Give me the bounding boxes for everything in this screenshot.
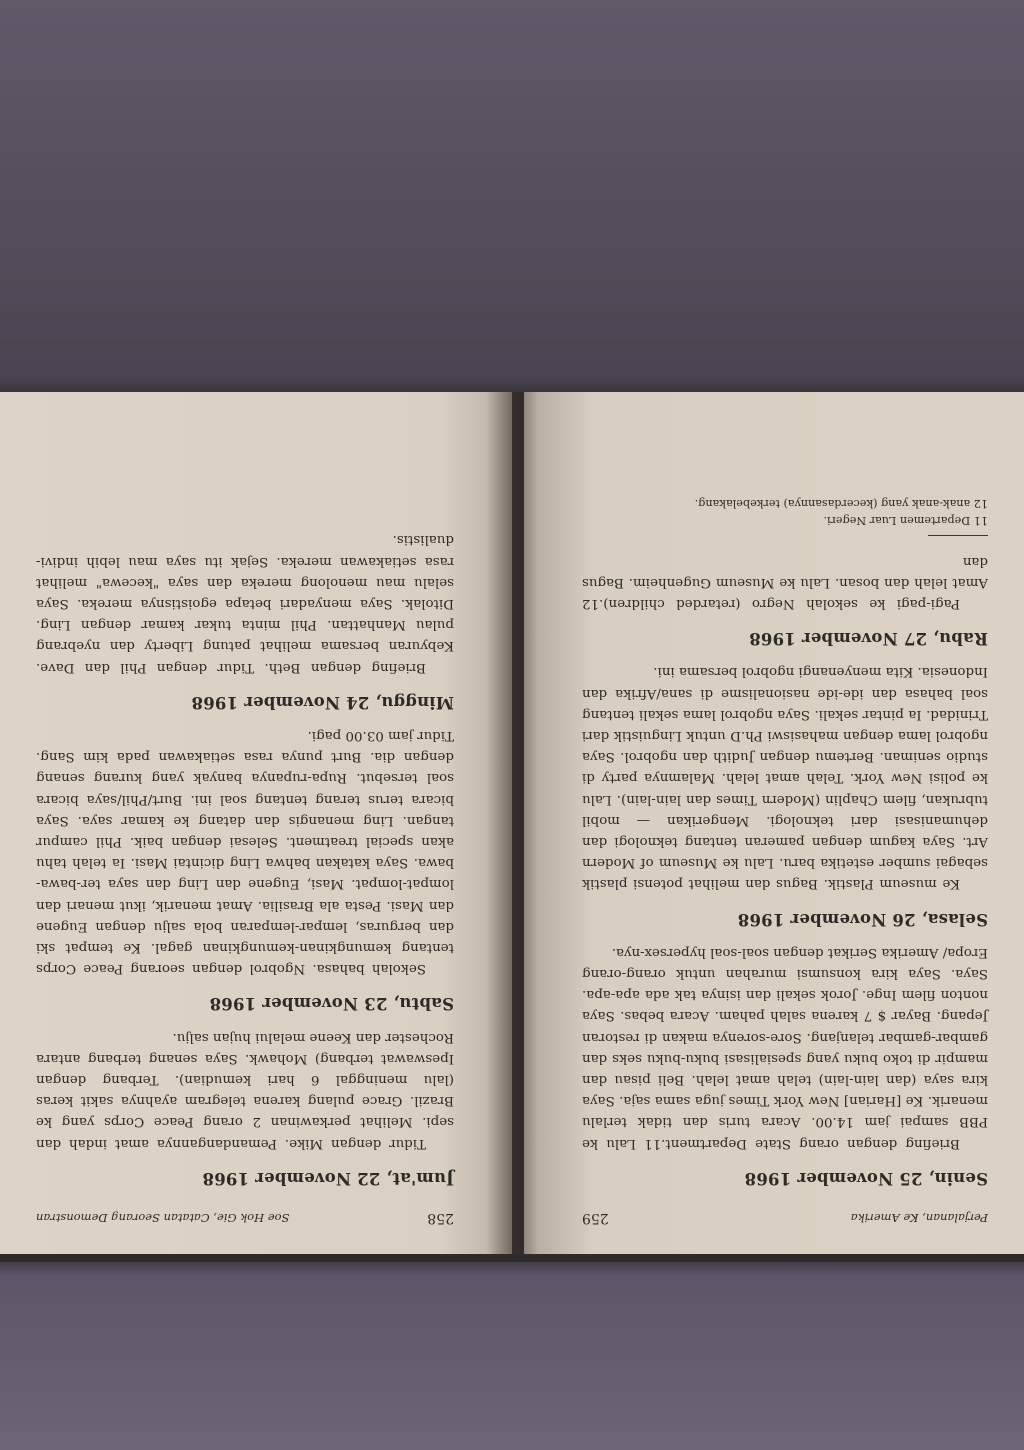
entry-date: Minggu, 24 November 1968 [191, 692, 454, 712]
entry-date: Senin, 25 November 1968 [744, 1168, 988, 1188]
page-number: 258 [427, 1210, 454, 1226]
rotated-spread [0, 392, 1024, 1262]
footnote: 11 Departemen Luar Negeri. [823, 514, 988, 528]
book-spread [0, 392, 1024, 1262]
entry-paragraph: Briefing dengan orang State Department.11 Lalu ke PBB sampai jam 14.00. Acara turis dan tidak terlalu menarik. Ke [Harian] New York Times juga sama saja. Saya kira saya (dan lain-lain) telah amat lelah. Beli pisau dan mampir di toko buku yang spesialisasi buku-buku seks dan gambar-gambar telanjang. Sore-sorenya makan di restoran Jepang. Bayar $ 7 karena salah paham. Acara bebas. Saya nonton filem Inge. Jorok sekali dan isinya tak ada apa-apa. Saya. Saya kira konsumsi murahan untuk orang-orang Eropa/ Amerika Serikat dengan soal-soal hypersex-nya. [582, 944, 988, 1151]
running-header [582, 1207, 988, 1228]
page-258 [0, 392, 512, 1254]
entry-date: Rabu, 27 November 1968 [749, 629, 988, 649]
entry-paragraph: Sekolah bahasa. Ngobrol dengan seorang Peace Corps tentang kemungkinan-kemungkinan gagal. Ke tempat ski dan berguras, lempar-lemparan bola salju dengan Eugene dan Masi. Pesta ala Brasilia. Amat menarik, ikut menari dan lompat-lompat. Masi, Eugene dan Ling dan saya ter-bawa-bawa. Saya katakan bahwa Ling dicintai Masi. Ia telah tahu akan special treatment. Selesai dengan baik. Phil campur tangan. Ling menangis dan datang ke kamar saya. Saya bicara terus terang tentang soal ini. Burt/Phil/saya bicara soal tersebut. Rupa-rupanya banyak yang kurang senang dengan dia. Burt punya rasa setiakawan pada kim Sang. Tidur jam 03.00 pagi. [36, 727, 454, 977]
running-header [36, 1207, 454, 1228]
entry-paragraph: Briefing dengan Beth. Tidur dengan Phil dan Dave. Kebyuran bersama melihat patung Liberty dan nyebrang pulau Manhattan. Phil minta tukar kamar dengan Ling. Ditolak. Saya menyadari betapa egoistisnya mereka. Saya selalu mau menolong mereka dan saya "kecewa" melihat rasa setiakawan mereka. Sejak itu saya mau lebih indivi-dualistis. [36, 532, 454, 675]
page-number: 259 [582, 1210, 609, 1226]
running-title: Soe Hok Gie, Catatan Seorang Demonstran [36, 1211, 290, 1225]
entry-paragraph: Pagi-pagi ke sekolah Negro (retarded children).12 Amat lelah dan bosan. Lalu ke Museum Gugenheim. Bagus dan [582, 553, 988, 611]
page-259 [524, 392, 1024, 1254]
footnote: 12 anak-anak yang (kecerdasannya) terkebelakang. [694, 497, 988, 511]
entry-paragraph: Ke museum Plastik. Bagus dan melihat potensi plastik sebagai sumber estetika baru. Lalu ke Museum of Modern Art. Saya kagum dengan pameran tentang teknologi dan dehumanisasi dari teknologi. Mengerikan — mobil tubrukan, filem Chaplin (Modern Times dan lain-lain). Lalu ke polisi New York. Telah amat lelah. Malamnya party di studio seniman. Bertemu dengan Judith dan ngobrol. Saya ngobrol lama dengan mahasiswi Ph.D untuk Linguistik dari Trinidad. Ia pintar sekali. Saya ngobrol lama sekali tentang soal bahasa dan ide-ide nasionalisme di sana/Afrika dan Indonesia. Kita menyenangi ngobrol bersama ini. [582, 664, 988, 892]
running-title: Perjalanan, Ke Amerika [850, 1211, 988, 1225]
entry-date: Sabtu, 23 November 1968 [209, 994, 454, 1014]
footnote-rule [928, 535, 988, 536]
entry-date: Jum'at, 22 November 1968 [202, 1168, 454, 1188]
entry-paragraph: Tidur dengan Mike. Pemandangannya amat indah dan sepi. Melihat perkawinan 2 orang Peace Corps yang ke Brazil. Grace pulang karena telegram ayahnya sakit keras (lalu meninggal 6 hari kemudian). Terbang dengan Ipeswawat terbang) Mohawk. Saya senang terbang antara Rochester dan Keene melalui hujan salju. [36, 1029, 454, 1151]
entry-date: Selasa, 26 November 1968 [737, 909, 988, 929]
